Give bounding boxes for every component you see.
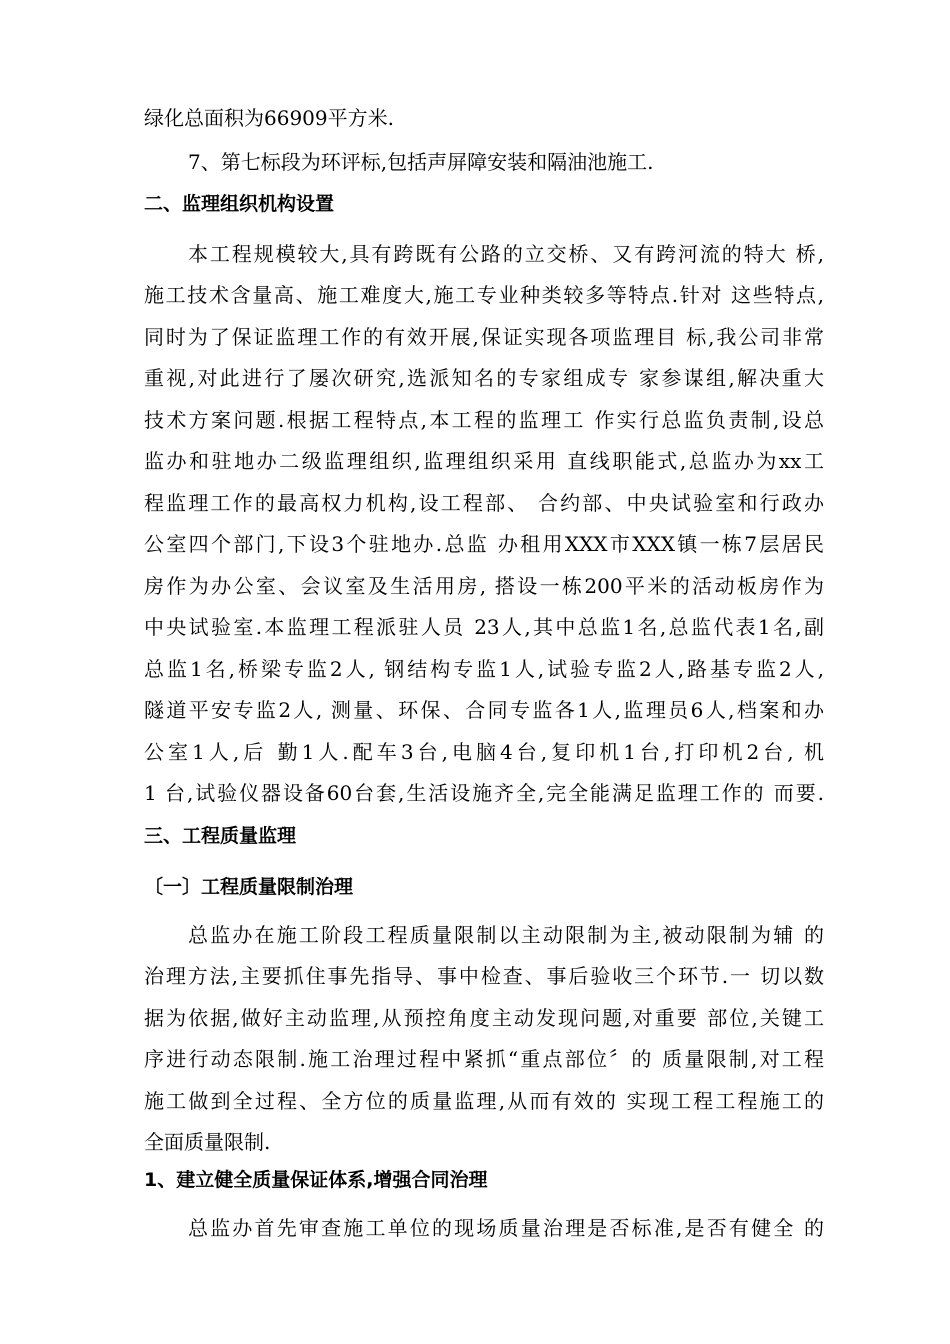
- numbered-heading: 1、建立健全质量保证体系,增强合同治理: [144, 1169, 488, 1191]
- text-line: 据为依据,做好主动监理,从预控角度主动发现问题,对重要 部位,关键工: [144, 1006, 824, 1030]
- text-line: 施工做到全过程、全方位的质量监理,从而有效的 实现工程工程施工的: [144, 1089, 824, 1113]
- text-line: 同时为了保证监理工作的有效开展,保证实现各项监理目 标,我公司非常: [144, 325, 824, 349]
- text-line: 总监办首先审查施工单位的现场质量治理是否标准,是否有健全 的: [188, 1216, 824, 1240]
- text-line: 总监1名,桥梁专监2人, 钢结构专监1人,试验专监2人,路基专监2人,: [144, 657, 824, 681]
- text-line: 公室四个部门,下设3个驻地办.总监 办租用XXX市XXX镇一栋7层居民: [144, 532, 824, 556]
- text-line: 全面质量限制.: [144, 1130, 271, 1154]
- text-line: 1 台,试验仪器设备60台套,生活设施齐全,完全能满足监理工作的 而要.: [144, 781, 824, 805]
- text-line: 本工程规模较大,具有跨既有公路的立交桥、又有跨河流的特大 桥,: [188, 242, 824, 266]
- text-line: 7、第七标段为环评标,包括声屏障安装和隔油池施工.: [188, 150, 654, 174]
- text-line: 隧道平安专监2人, 测量、环保、合同专监各1人,监理员6人,档案和办: [144, 698, 824, 722]
- text-line: 技术方案问题.根据工程特点,本工程的监理工 作实行总监负责制,设总: [144, 408, 824, 432]
- text-line: 绿化总面积为66909平方米.: [144, 106, 394, 130]
- text-line: 房作为办公室、会议室及生活用房, 搭设一栋200平米的活动板房作为: [144, 574, 824, 598]
- text-line: 治理方法,主要抓住事先指导、事中检查、事后验收三个环节.一 切以数: [144, 964, 824, 988]
- text-line: 公室1人,后 勤1人.配车3台,电脑4台,复印机1台,打印机2台, 机: [144, 740, 824, 764]
- text-line: 重视,对此进行了屡次研究,选派知名的专家组成专 家参谋组,解决重大: [144, 366, 824, 390]
- text-line: 总监办在施工阶段工程质量限制以主动限制为主,被动限制为辅 的: [188, 923, 824, 947]
- text-line: 施工技术含量高、施工难度大,施工专业种类较多等特点.针对 这些特点,: [144, 283, 824, 307]
- section-heading: 二、监理组织机构设置: [144, 193, 335, 215]
- text-line: 监办和驻地办二级监理组织,监理组织采用 直线职能式,总监办为xx工: [144, 449, 824, 473]
- section-heading: 三、工程质量监理: [144, 825, 297, 847]
- subsection-heading: 〔一〕工程质量限制治理: [144, 876, 354, 898]
- text-line: 中央试验室.本监理工程派驻人员 23人,其中总监1名,总监代表1名,副: [144, 615, 824, 639]
- text-line: 程监理工作的最高权力机构,设工程部、 合约部、中央试验室和行政办: [144, 491, 824, 515]
- text-line: 序进行动态限制.施工治理过程中紧抓“重点部位〞的 质量限制,对工程: [144, 1047, 824, 1071]
